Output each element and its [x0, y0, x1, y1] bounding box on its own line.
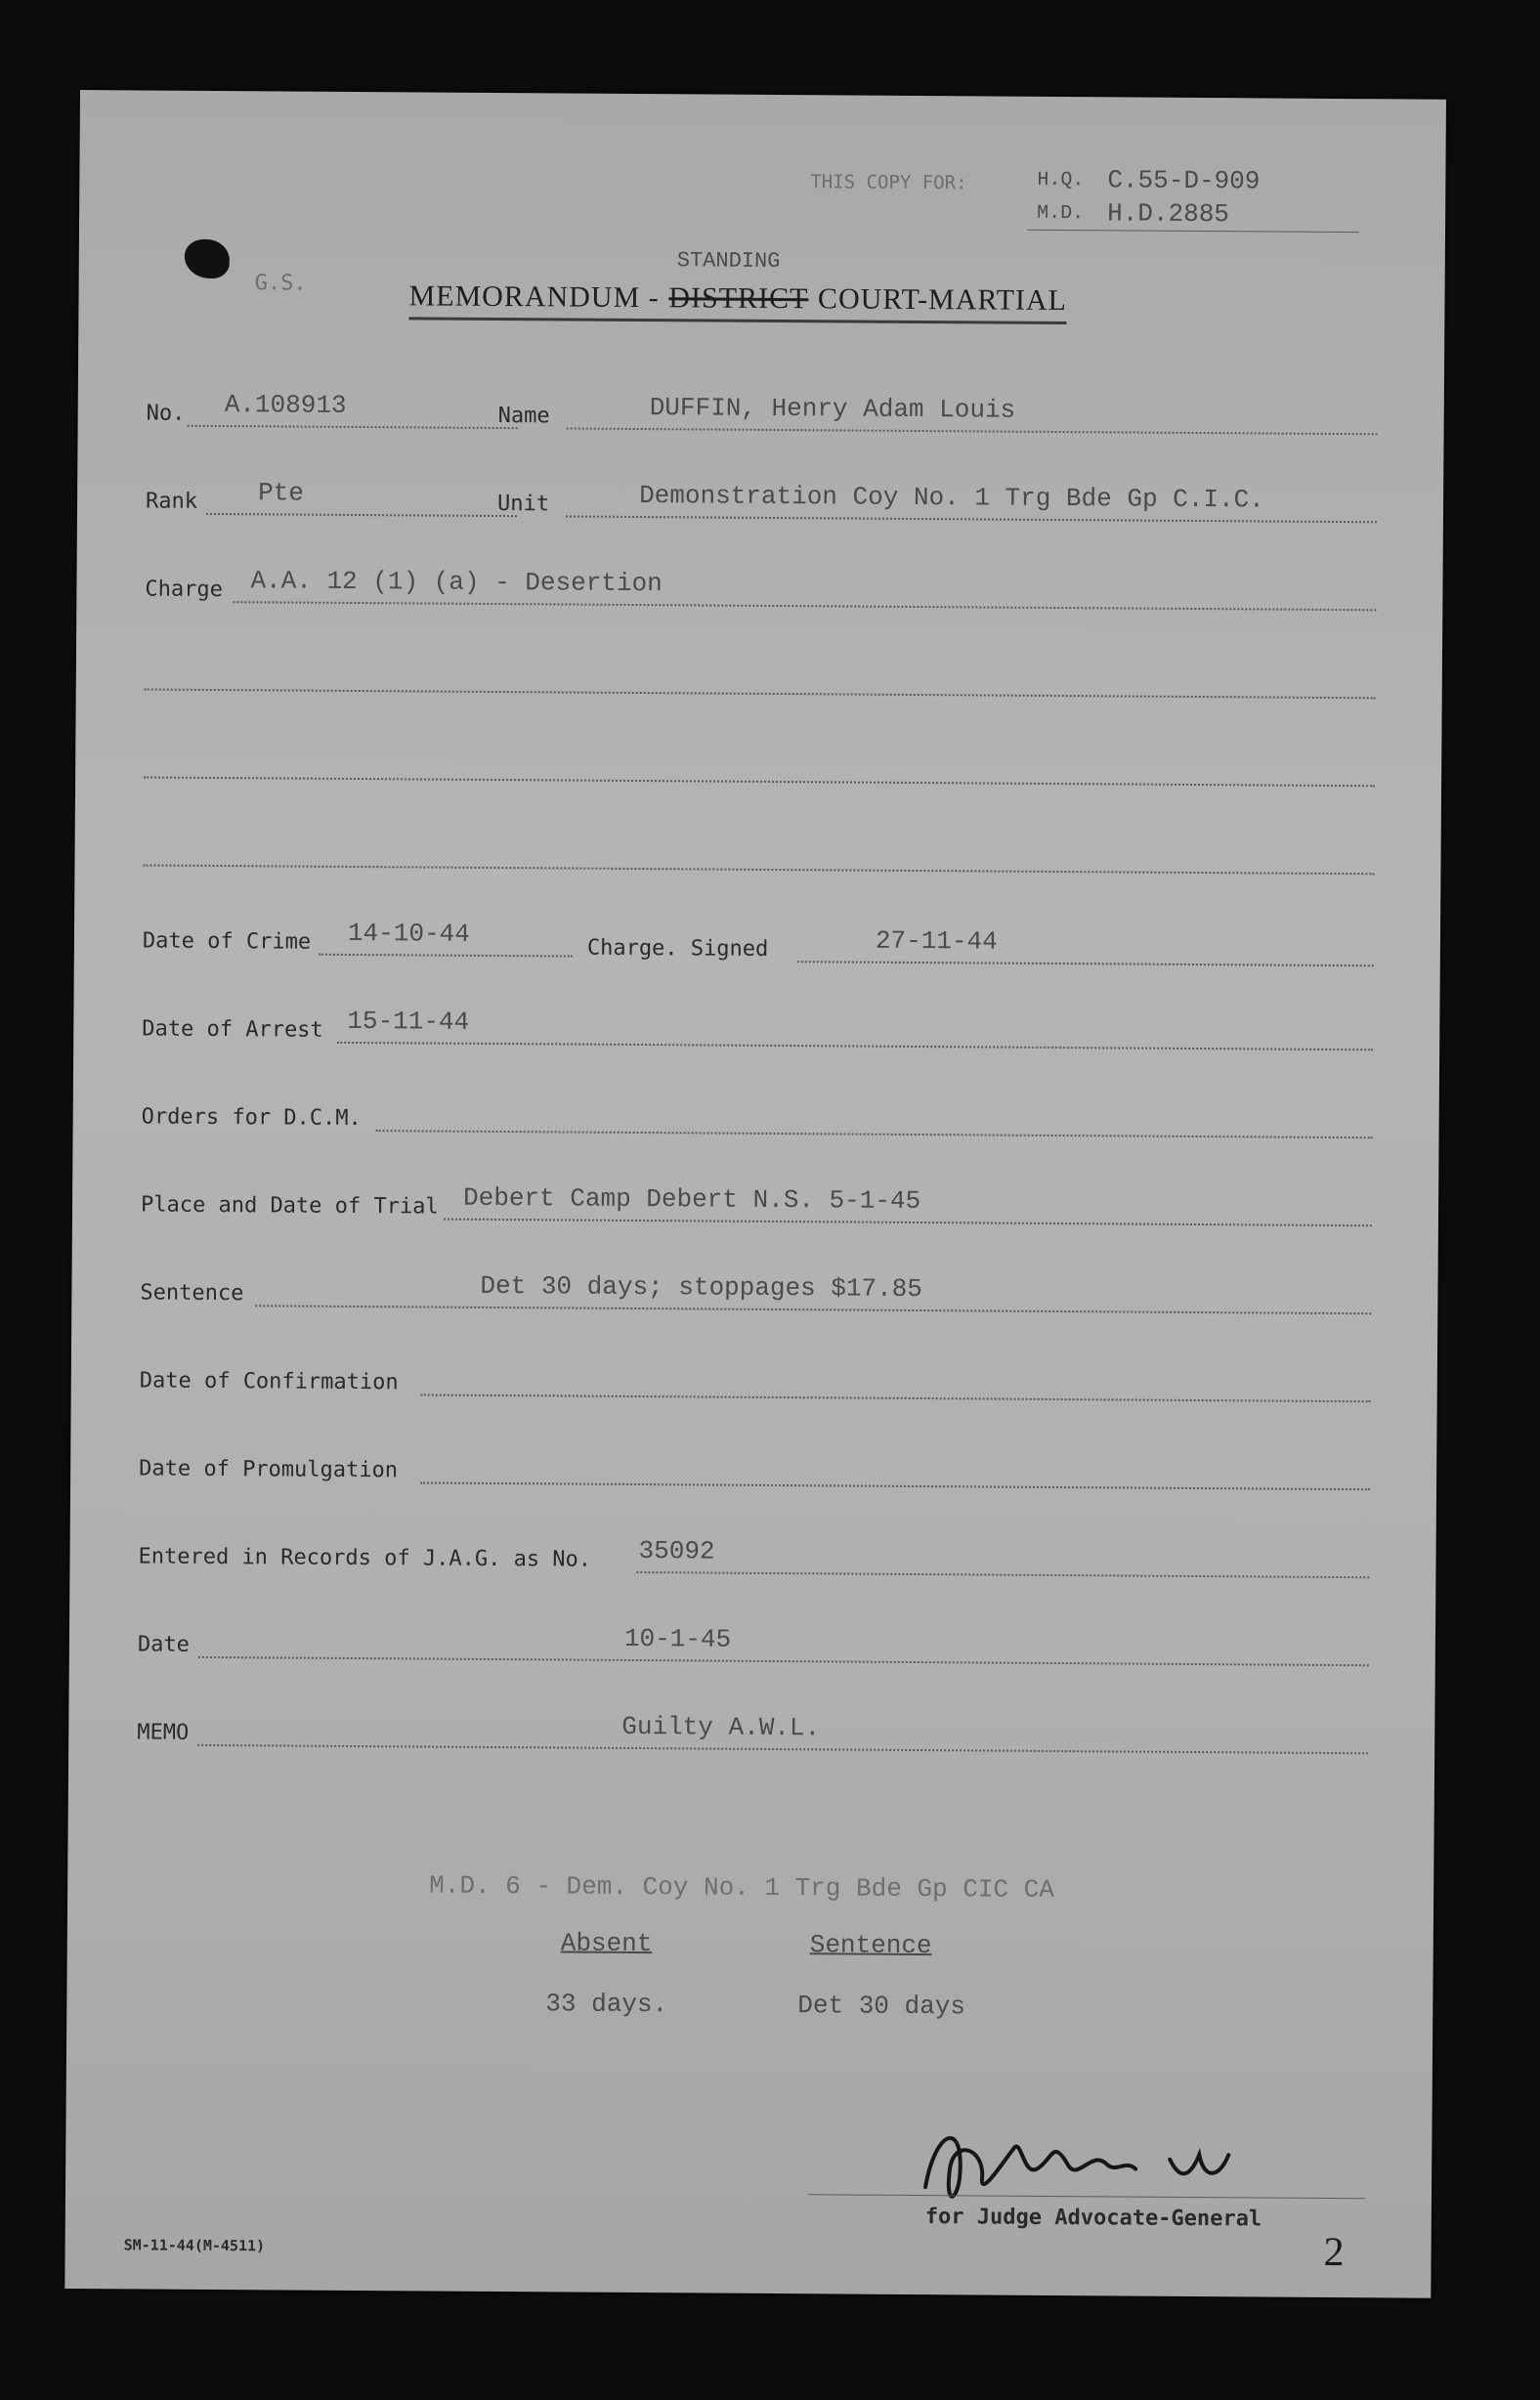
- absent-days: 33 days.: [545, 1989, 668, 2020]
- unit-value: Demonstration Coy No. 1 Trg Bde Gp C.I.C.: [639, 481, 1264, 515]
- md-label: M.D.: [1037, 201, 1085, 226]
- gs-mark: G.S.: [254, 271, 307, 296]
- promulgation-label: Date of Promulgation: [139, 1456, 399, 1483]
- sentence-label: Sentence: [140, 1280, 244, 1307]
- soldier-name: DUFFIN, Henry Adam Louis: [649, 393, 1016, 425]
- trial-label: Place and Date of Trial: [140, 1192, 439, 1220]
- page-number: 2: [1323, 2229, 1345, 2276]
- orders-label: Orders for D.C.M.: [141, 1104, 362, 1132]
- date-of-crime-value: 14-10-44: [347, 918, 470, 949]
- name-label: Name: [497, 403, 550, 429]
- date-of-arrest-value: 15-11-44: [347, 1006, 470, 1037]
- signature-caption: for Judge Advocate-General: [924, 2205, 1262, 2232]
- date-label: Date: [137, 1632, 190, 1657]
- unit-label: Unit: [496, 491, 550, 517]
- title-district-struck: DISTRICT: [668, 281, 809, 316]
- hq-reference: C.55-D-909: [1107, 165, 1261, 196]
- no-label: No.: [146, 401, 186, 426]
- confirmation-label: Date of Confirmation: [139, 1368, 399, 1395]
- charge-value: A.A. 12 (1) (a) - Desertion: [250, 566, 663, 599]
- charge-signed-value: 27-11-44: [875, 925, 998, 957]
- memorandum-sheet: [64, 90, 1446, 2298]
- date-of-crime-label: Date of Crime: [142, 928, 312, 955]
- memo-value: Guilty A.W.L.: [621, 1711, 821, 1743]
- rank-value: Pte: [258, 478, 305, 508]
- date-value: 10-1-45: [623, 1623, 732, 1654]
- date-of-arrest-label: Date of Arrest: [142, 1016, 323, 1043]
- rank-label: Rank: [145, 489, 198, 514]
- sentence-value: Det 30 days; stoppages $17.85: [480, 1270, 923, 1305]
- absent-header: Absent: [560, 1928, 653, 1959]
- hq-label: H.Q.: [1037, 168, 1085, 193]
- trial-value: Debert Camp Debert N.S. 5-1-45: [462, 1182, 921, 1217]
- memo-label: MEMO: [137, 1720, 190, 1745]
- memo-sentence: Det 30 days: [797, 1991, 966, 2022]
- charge-signed-label: Charge. Signed: [586, 935, 769, 962]
- form-title: [408, 279, 1067, 324]
- sentence-header: Sentence: [809, 1930, 932, 1961]
- memo-unit-line: M.D. 6 - Dem. Coy No. 1 Trg Bde Gp CIC CA: [429, 1870, 1054, 1906]
- punch-hole: [185, 239, 230, 279]
- jag-label: Entered in Records of J.A.G. as No.: [138, 1544, 592, 1572]
- form-number: SM-11-44(M-4511): [123, 2236, 266, 2255]
- md-reference: H.D.2885: [1107, 198, 1230, 230]
- service-number: A.108913: [224, 390, 347, 420]
- standing-insert: STANDING: [676, 248, 781, 275]
- jag-number: 35092: [638, 1536, 715, 1566]
- copy-for-label: THIS COPY FOR:: [810, 171, 967, 194]
- title-memorandum: MEMORANDUM -: [408, 279, 660, 315]
- title-court-martial: COURT-MARTIAL: [817, 282, 1068, 318]
- charge-label: Charge: [145, 577, 224, 603]
